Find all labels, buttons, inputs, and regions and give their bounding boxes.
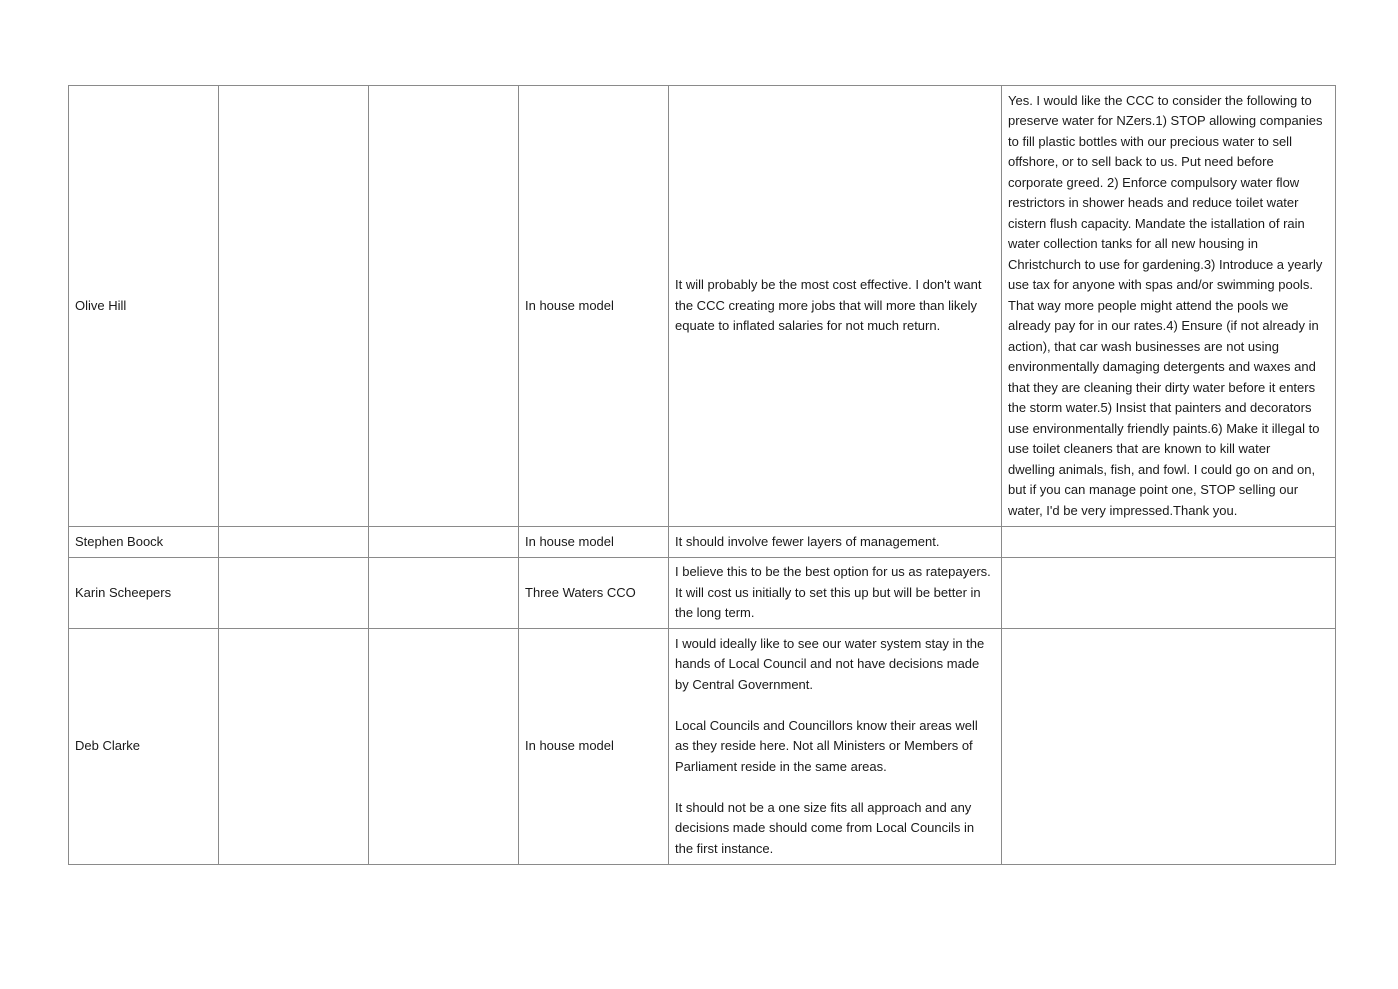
submitter-name: Deb Clarke xyxy=(69,629,219,865)
empty-cell xyxy=(369,86,519,527)
reason-text: I would ideally like to see our water system stay in the hands of Local Council and not have decisions made by Central Government. Local Councils and Councillors know their areas well as they reside here. Not all Ministers or Members of Parliament reside in the same areas. It should not be a one size fits all approach and any decisions made should come from Local Councils in the first instance. xyxy=(669,629,1002,865)
empty-cell xyxy=(219,558,369,629)
preferred-model: In house model xyxy=(519,86,669,527)
table-row xyxy=(69,86,1336,527)
comments-text xyxy=(1002,558,1336,629)
empty-cell xyxy=(219,527,369,558)
comments-text xyxy=(1002,629,1336,865)
comments-text: Yes. I would like the CCC to consider the following to preserve water for NZers.1) STOP allowing companies to fill plastic bottles with our precious water to sell offshore, or to sell back to us. Put need before corporate greed. 2) Enforce compulsory water flow restrictors in shower heads and reduce toilet water cistern flush capacity. Mandate the istallation of rain water collection tanks for all new housing in Christchurch to use for gardening.3) Introduce a yearly use tax for anyone with spas and/or swimming pools. That way more people might attend the pools we already pay for in our rates.4) Ensure (if not already in action), that car wash businesses are not using environmentally damaging detergents and waxes and that they are cleaning their dirty water before it enters the storm water.5) Insist that painters and decorators use environmentally friendly paints.6) Make it illegal to use toilet cleaners that are known to kill water dwelling animals, fish, and fowl. I could go on and on, but if you can manage point one, STOP selling our water, I'd be very impressed.Thank you. xyxy=(1002,86,1336,527)
preferred-model: In house model xyxy=(519,629,669,865)
empty-cell xyxy=(219,629,369,865)
submissions-table xyxy=(68,85,1336,865)
reason-text: It will probably be the most cost effective. I don't want the CCC creating more jobs that will more than likely equate to inflated salaries for not much return. xyxy=(669,86,1002,527)
preferred-model: Three Waters CCO xyxy=(519,558,669,629)
comments-text xyxy=(1002,527,1336,558)
submitter-name: Karin Scheepers xyxy=(69,558,219,629)
table-row xyxy=(69,527,1336,558)
submitter-name: Olive Hill xyxy=(69,86,219,527)
preferred-model: In house model xyxy=(519,527,669,558)
empty-cell xyxy=(369,629,519,865)
submitter-name: Stephen Boock xyxy=(69,527,219,558)
empty-cell xyxy=(369,527,519,558)
empty-cell xyxy=(369,558,519,629)
reason-text: It should involve fewer layers of management. xyxy=(669,527,1002,558)
empty-cell xyxy=(219,86,369,527)
table-row xyxy=(69,558,1336,629)
table-row xyxy=(69,629,1336,865)
reason-text: I believe this to be the best option for us as ratepayers. It will cost us initially to set this up but will be better in the long term. xyxy=(669,558,1002,629)
